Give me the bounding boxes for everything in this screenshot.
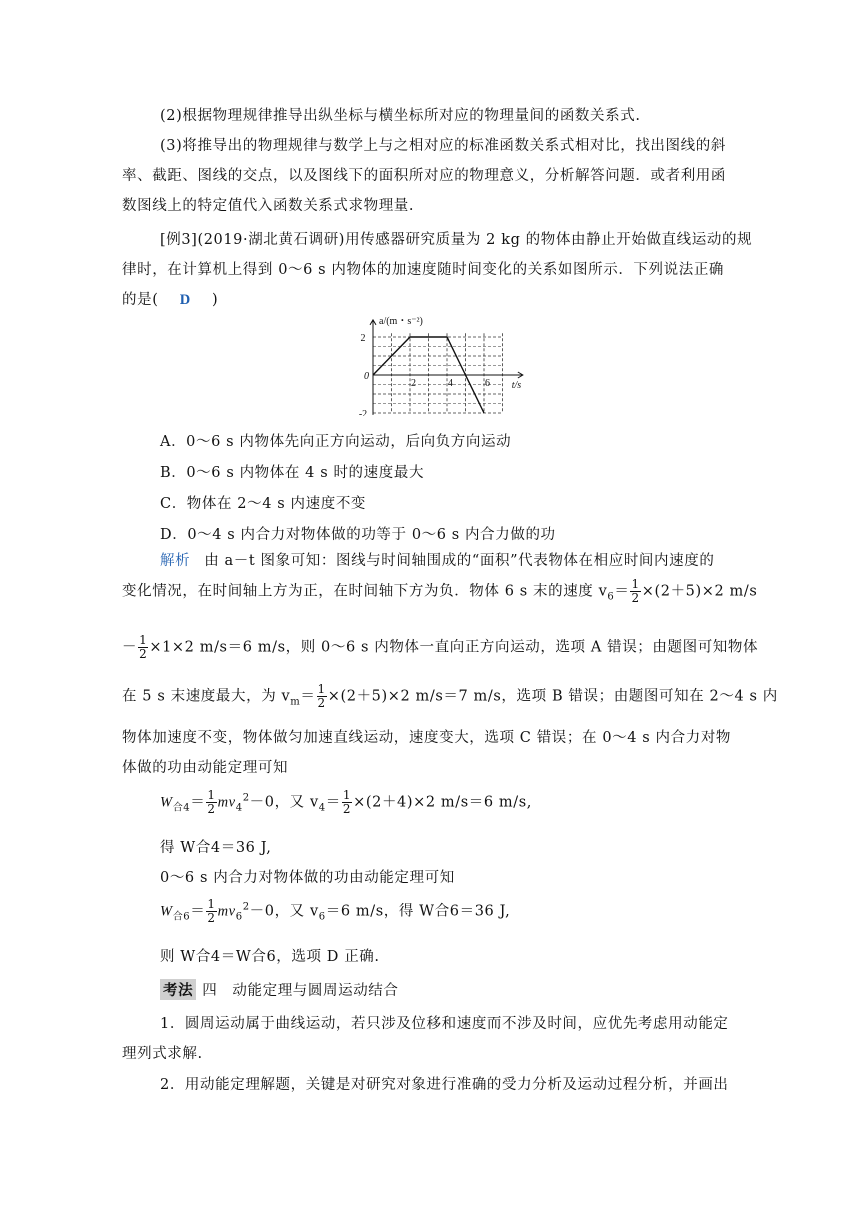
fraction-denominator: 2 xyxy=(631,591,640,605)
method-p1-line1: 1．圆周运动属于曲线运动，若只涉及位移和速度而不涉及时间，应优先考虑用动能定 xyxy=(160,1016,729,1032)
fraction-half xyxy=(138,634,148,661)
example-suffix: ) xyxy=(211,292,219,308)
y-tick-label: -2 xyxy=(358,409,368,416)
intro-step3-line3: 数图线上的特定值代入函数关系式求物理量. xyxy=(122,198,415,214)
equals-sign: ＝ xyxy=(190,903,206,920)
equals-sign: ＝ xyxy=(614,583,630,600)
fraction-denominator: 2 xyxy=(317,696,326,710)
minus-sign: － xyxy=(122,639,138,656)
option-a: A．0～6 s 内物体先向正方向运动，后向负方向运动 xyxy=(160,434,512,450)
example-prefix: 的是( xyxy=(122,292,159,308)
fraction-denominator: 2 xyxy=(207,911,216,925)
analysis-line3 xyxy=(122,634,758,661)
equals-sign: ＝ xyxy=(325,794,341,811)
equation-text: －0，又 v xyxy=(249,903,319,920)
analysis-text1: 由 a－t 图象可知：图线与时间轴围成的“面积”代表物体在相应时间内速度的 xyxy=(204,553,715,569)
x-tick-label: 2 xyxy=(411,378,416,389)
method-p1-line2: 理列式求解. xyxy=(122,1046,203,1062)
v4-subscript: 4 xyxy=(318,802,326,814)
v4-subscript: 4 xyxy=(235,802,243,814)
example-line3 xyxy=(122,288,218,309)
fraction-half xyxy=(206,789,216,816)
analysis-text3: ×1×2 m/s＝6 m/s，则 0～6 s 内物体一直向正方向运动，选项 A 错误；由题图可知物体 xyxy=(149,639,759,656)
method-title: 四 动能定理与圆周运动结合 xyxy=(202,983,399,999)
x-tick-label: 4 xyxy=(448,378,453,389)
method-heading xyxy=(160,979,399,1000)
fraction-numerator: 1 xyxy=(631,577,640,591)
equation-w4 xyxy=(160,789,532,816)
fraction-half xyxy=(317,683,327,710)
square-exponent: 2 xyxy=(242,792,250,804)
intro-step3-line2: 率、截距、图线的交点，以及图线下的面积所对应的物理意义，分析解答问题．或者利用函 xyxy=(122,168,726,184)
method-tag: 考法 xyxy=(160,979,196,1000)
acceleration-time-chart xyxy=(355,304,545,416)
analysis-label: 解析 xyxy=(160,553,191,569)
analysis-line2 xyxy=(122,578,757,605)
fraction-numerator: 1 xyxy=(317,682,326,696)
equation-tail: ＝6 m/s，得 W合6＝36 J, xyxy=(325,903,511,920)
analysis-line4 xyxy=(122,683,778,710)
intro-step2: (2)根据物理规律推导出纵坐标与横坐标所对应的物理量间的函数关系式. xyxy=(160,108,641,124)
v6-subscript: 6 xyxy=(318,911,326,923)
w4-subscript: 合4 xyxy=(172,802,191,814)
method-p2-line1: 2．用动能定理解题，关键是对研究对象进行准确的受力分析及运动过程分析，并画出 xyxy=(160,1077,729,1093)
origin-label: 0 xyxy=(364,371,369,382)
equation-text: －0，又 v xyxy=(249,794,319,811)
option-d: D．0～4 s 内合力对物体做的功等于 0～6 s 内合力做的功 xyxy=(160,527,556,543)
analysis-text2: 变化情况，在时间轴上方为正，在时间轴下方为负．物体 6 s 末的速度 v xyxy=(122,583,608,600)
y-axis-label: a/(m・s⁻²) xyxy=(379,315,423,327)
fraction-numerator: 1 xyxy=(207,788,216,802)
conclusion-line: 则 W合4＝W合6，选项 D 正确. xyxy=(160,949,380,965)
x-axis-label: t/s xyxy=(511,380,522,391)
analysis-text4-tail: ×(2＋5)×2 m/s＝7 m/s，选项 B 错误；由题图可知在 2～4 s 内 xyxy=(327,688,778,705)
answer-letter: D xyxy=(179,292,191,308)
example-line1: [例3](2019·湖北黄石调研)用传感器研究质量为 2 kg 的物体由静止开始做直线运动的规 xyxy=(160,232,753,248)
analysis-text4: 在 5 s 末速度最大，为 v xyxy=(122,688,291,705)
intro-step3-line1: (3)将推导出的物理规律与数学上与之相对应的标准函数关系式相对比，找出图线的斜 xyxy=(160,138,726,154)
vm-subscript: m xyxy=(290,696,301,708)
analysis-line7: 0～6 s 内合力对物体做的功由动能定理可知 xyxy=(160,870,455,886)
option-c: C．物体在 2～4 s 内速度不变 xyxy=(160,496,367,512)
equals-sign: ＝ xyxy=(190,794,206,811)
fraction-denominator: 2 xyxy=(207,802,216,816)
equation-result4: 得 W合4＝36 J, xyxy=(160,840,272,856)
option-b: B．0～6 s 内物体在 4 s 时的速度最大 xyxy=(160,465,425,481)
equals-sign: ＝ xyxy=(300,688,316,705)
mv-term: mv xyxy=(217,794,236,811)
fraction-half xyxy=(630,578,640,605)
x-tick-label: 6 xyxy=(485,378,490,389)
equation-tail: ×(2＋4)×2 m/s＝6 m/s, xyxy=(353,794,533,811)
equation-w6 xyxy=(160,898,510,925)
w6-subscript: 合6 xyxy=(172,911,191,923)
fraction-denominator: 2 xyxy=(342,802,352,816)
analysis-line6: 体做的功由动能定理可知 xyxy=(122,760,289,776)
analysis-line1 xyxy=(160,549,714,570)
analysis-text2-tail: ×(2＋5)×2 m/s xyxy=(641,583,758,600)
square-exponent: 2 xyxy=(242,901,250,913)
w-symbol: W xyxy=(160,903,173,920)
fraction-numerator: 1 xyxy=(342,788,352,802)
w-symbol: W xyxy=(160,794,173,811)
fraction-numerator: 1 xyxy=(139,633,148,647)
fraction-numerator: 1 xyxy=(207,897,216,911)
v6-subscript: 6 xyxy=(235,911,243,923)
fraction-half xyxy=(342,789,352,816)
fraction-denominator: 2 xyxy=(139,647,148,661)
y-tick-label: 2 xyxy=(360,333,366,344)
example-line2: 律时，在计算机上得到 0～6 s 内物体的加速度随时间变化的关系如图所示．下列说法正确 xyxy=(122,262,725,278)
fraction-half xyxy=(206,898,216,925)
analysis-line5: 物体加速度不变，物体做匀加速直线运动，速度变大，选项 C 错误；在 0～4 s 内合力对物 xyxy=(122,730,732,746)
mv-term: mv xyxy=(217,903,236,920)
v6-subscript: 6 xyxy=(607,591,615,603)
